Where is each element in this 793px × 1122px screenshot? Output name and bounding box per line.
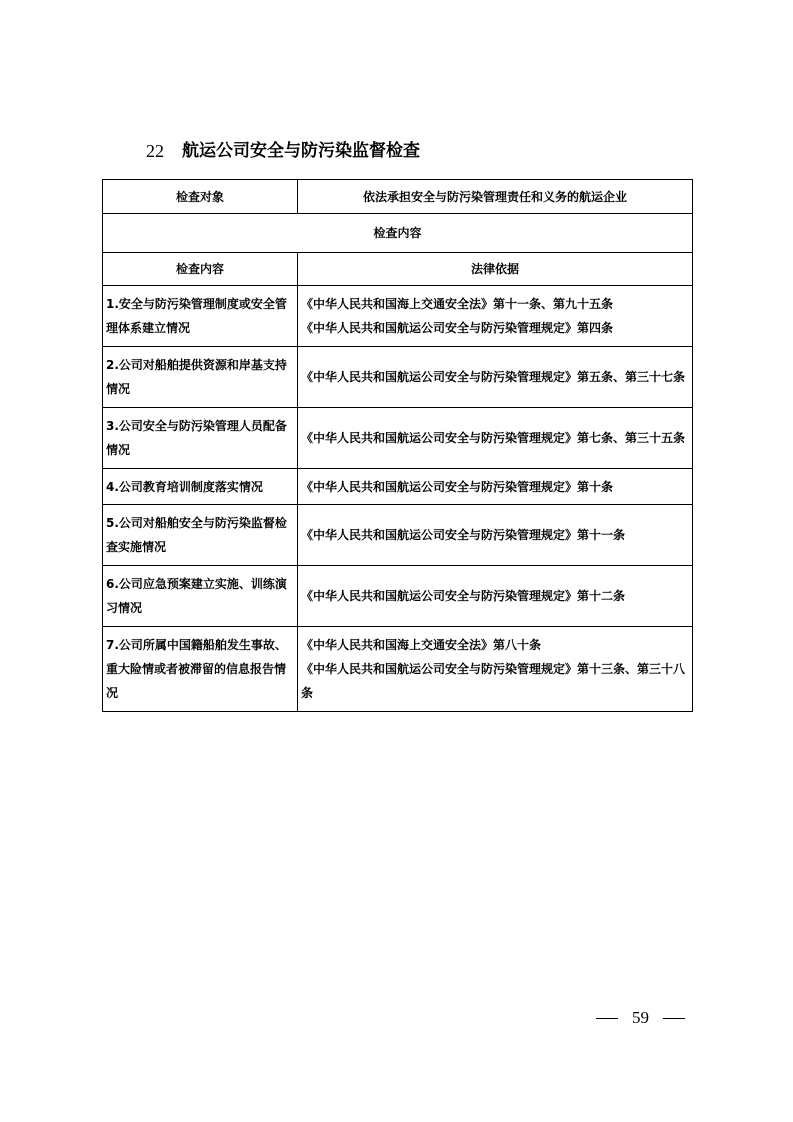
basis-line: 《中华人民共和国航运公司安全与防污染管理规定》第十三条、第三十八条 [301, 662, 686, 700]
object-label: 检查对象 [103, 180, 298, 214]
row-content: 5.公司对船舶安全与防污染监督检查实施情况 [103, 505, 298, 566]
table-row [103, 347, 693, 408]
table-row-column-headers [103, 253, 693, 286]
page-dash-left [596, 1018, 618, 1019]
section-number: 22 [146, 141, 164, 161]
table-row [103, 469, 693, 505]
inspection-table [102, 179, 693, 712]
content-header: 检查内容 [103, 214, 693, 253]
row-basis [298, 469, 693, 505]
column-header-content: 检查内容 [103, 253, 298, 286]
object-value: 依法承担安全与防污染管理责任和义务的航运企业 [298, 180, 693, 214]
page-number: 59 [632, 1008, 649, 1027]
row-basis [298, 286, 693, 347]
basis-line: 《中华人民共和国海上交通安全法》第八十条 [301, 638, 542, 652]
row-basis [298, 505, 693, 566]
table-row [103, 627, 693, 712]
basis-line: 《中华人民共和国航运公司安全与防污染管理规定》第四条 [301, 321, 614, 335]
row-basis [298, 408, 693, 469]
row-basis [298, 566, 693, 627]
basis-line: 《中华人民共和国航运公司安全与防污染管理规定》第七条、第三十五条 [301, 431, 686, 445]
row-content: 6.公司应急预案建立实施、训练演习情况 [103, 566, 298, 627]
page-footer [596, 1006, 685, 1030]
column-header-basis: 法律依据 [298, 253, 693, 286]
basis-line: 《中华人民共和国海上交通安全法》第十一条、第九十五条 [301, 297, 614, 311]
table-row [103, 408, 693, 469]
table-row-object [103, 180, 693, 214]
row-content: 7.公司所属中国籍船舶发生事故、重大险情或者被滞留的信息报告情况 [103, 627, 298, 712]
section-heading: 航运公司安全与防污染监督检查 [182, 141, 420, 161]
section-title [146, 138, 420, 164]
row-content: 3.公司安全与防污染管理人员配备情况 [103, 408, 298, 469]
page-dash-right [663, 1018, 685, 1019]
table-row [103, 505, 693, 566]
basis-line: 《中华人民共和国航运公司安全与防污染管理规定》第十条 [301, 479, 614, 494]
basis-line: 《中华人民共和国航运公司安全与防污染管理规定》第十一条 [301, 528, 626, 542]
row-basis [298, 627, 693, 712]
row-content: 1.安全与防污染管理制度或安全管理体系建立情况 [103, 286, 298, 347]
basis-line: 《中华人民共和国航运公司安全与防污染管理规定》第十二条 [301, 589, 626, 603]
table-row [103, 566, 693, 627]
table-row-content-header [103, 214, 693, 253]
row-basis [298, 347, 693, 408]
row-content: 2.公司对船舶提供资源和岸基支持情况 [103, 347, 298, 408]
table-row [103, 286, 693, 347]
basis-line: 《中华人民共和国航运公司安全与防污染管理规定》第五条、第三十七条 [301, 370, 686, 384]
row-content: 4.公司教育培训制度落实情况 [103, 469, 298, 505]
